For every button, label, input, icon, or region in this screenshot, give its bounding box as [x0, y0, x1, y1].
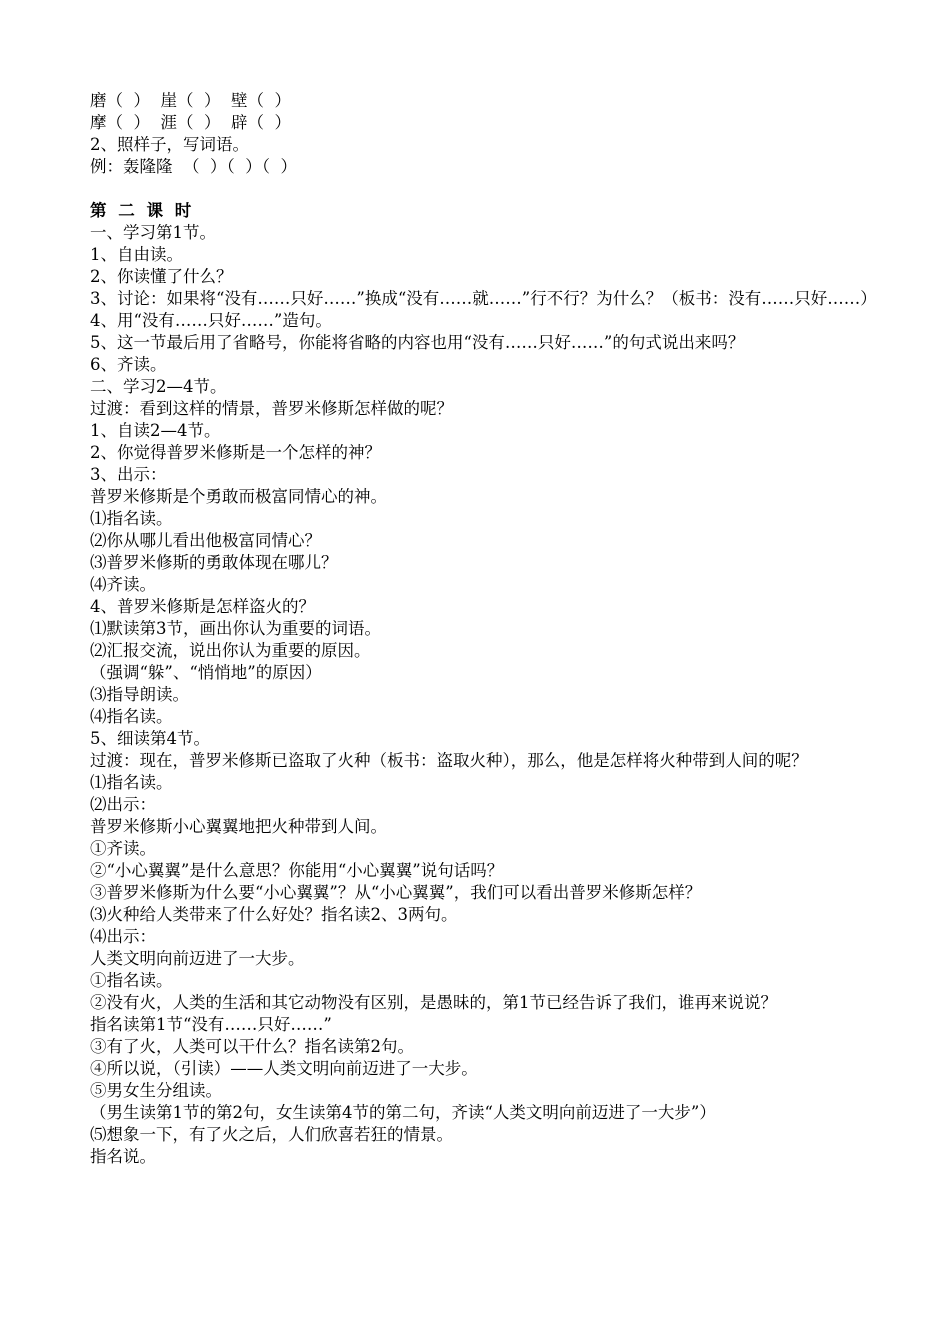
body-line: 6、齐读。: [90, 355, 167, 374]
body-line: ⑵出示：: [90, 795, 156, 814]
body-line: ③有了火，人类可以干什么？指名读第2句。: [90, 1037, 414, 1056]
body-line: 3、讨论：如果将“没有……只好……”换成“没有……就……”行不行？为什么？（板书：没有……只好……）: [90, 289, 877, 308]
exercise-line-2: 摩（ ） 涯（ ） 辟（ ）: [90, 113, 291, 132]
spacer: [90, 178, 870, 200]
body-line: 过渡：现在，普罗米修斯已盗取了火种（板书：盗取火种），那么，他是怎样将火种带到人间的呢？: [90, 751, 808, 770]
body-line: ①指名读。: [90, 971, 173, 990]
exercise-line-3: 2、照样子，写词语。: [90, 135, 249, 154]
body-line: 普罗米修斯小心翼翼地把火种带到人间。: [90, 817, 387, 836]
body-line: ⑴默读第3节，画出你认为重要的词语。: [90, 619, 381, 638]
lesson-body: [90, 222, 877, 1168]
exercise-line-4: 例：轰隆隆 （ ）（ ）（ ）: [90, 157, 297, 176]
section-heading: 第 二 课 时: [90, 201, 195, 220]
body-line: 4、普罗米修斯是怎样盗火的？: [90, 597, 315, 616]
body-line: 二、学习2—4节。: [90, 377, 227, 396]
body-line: 普罗米修斯是个勇敢而极富同情心的神。: [90, 487, 387, 506]
body-line: 1、自读2—4节。: [90, 421, 221, 440]
body-line: 指名读第1节“没有……只好……”: [90, 1015, 332, 1034]
document-page: [90, 90, 877, 1168]
body-line: 5、细读第4节。: [90, 729, 210, 748]
body-line: ⑤男女生分组读。: [90, 1081, 222, 1100]
body-line: ⑷指名读。: [90, 707, 173, 726]
body-line: （男生读第1节的第2句，女生读第4节的第二句，齐读“人类文明向前迈进了一大步”）: [90, 1103, 716, 1122]
exercise-block: [90, 90, 870, 178]
body-line: ①齐读。: [90, 839, 156, 858]
body-line: ④所以说，（引读）——人类文明向前迈进了一大步。: [90, 1059, 478, 1078]
body-line: ⑵汇报交流，说出你认为重要的原因。: [90, 641, 371, 660]
body-line: 一、学习第1节。: [90, 223, 216, 242]
body-line: ⑵你从哪儿看出他极富同情心？: [90, 531, 321, 550]
body-line: 4、用“没有……只好……”造句。: [90, 311, 332, 330]
body-line: ②“小心翼翼”是什么意思？你能用“小心翼翼”说句话吗？: [90, 861, 504, 880]
body-line: ⑷出示：: [90, 927, 156, 946]
body-line: ⑷齐读。: [90, 575, 156, 594]
body-line: ⑶普罗米修斯的勇敢体现在哪儿？: [90, 553, 338, 572]
body-line: （强调“躲”、“悄悄地”的原因）: [90, 663, 322, 682]
body-line: ②没有火，人类的生活和其它动物没有区别，是愚昧的，第1节已经告诉了我们，谁再来说说？: [90, 993, 777, 1012]
body-line: ⑸想象一下，有了火之后，人们欣喜若狂的情景。: [90, 1125, 453, 1144]
body-line: 过渡：看到这样的情景，普罗米修斯怎样做的呢？: [90, 399, 453, 418]
body-line: ⑴指名读。: [90, 509, 173, 528]
body-line: ⑶火种给人类带来了什么好处？指名读2、3两句。: [90, 905, 458, 924]
body-line: 1、自由读。: [90, 245, 183, 264]
body-line: ③普罗米修斯为什么要“小心翼翼”？从“小心翼翼”，我们可以看出普罗米修斯怎样？: [90, 883, 702, 902]
body-line: 人类文明向前迈进了一大步。: [90, 949, 305, 968]
body-line: 3、出示：: [90, 465, 167, 484]
body-line: ⑶指导朗读。: [90, 685, 189, 704]
body-line: 指名说。: [90, 1147, 156, 1166]
body-line: ⑴指名读。: [90, 773, 173, 792]
body-line: 2、你觉得普罗米修斯是一个怎样的神？: [90, 443, 381, 462]
body-line: 2、你读懂了什么？: [90, 267, 233, 286]
body-line: 5、这一节最后用了省略号，你能将省略的内容也用“没有……只好……”的句式说出来吗？: [90, 333, 745, 352]
exercise-line-1: 磨（ ） 崖（ ） 壁（ ）: [90, 91, 291, 110]
